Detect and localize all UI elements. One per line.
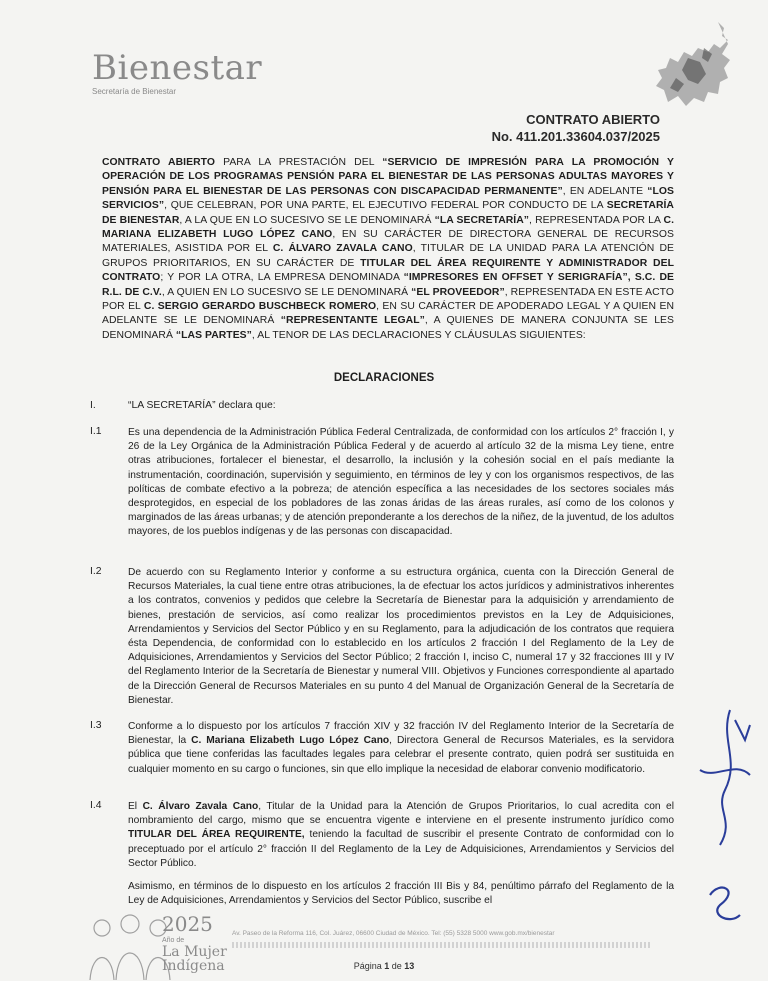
clause-text: Asimismo, en términos de lo dispuesto en los artículos 2 fracción III Bis y 84, penúltimo párrafo del Reglamento de la Ley de Adquisiciones, Arrendamientos y Servicios del Sector Público, suscribe el bbox=[128, 881, 674, 907]
footer-line: La Mujer bbox=[162, 944, 227, 960]
section-heading: “LA SECRETARÍA” declara que: bbox=[128, 400, 276, 411]
clause-fragment: TITULAR DEL ÁREA REQUIRENTE, bbox=[128, 829, 305, 841]
contract-header bbox=[492, 111, 660, 145]
page-number bbox=[0, 961, 768, 971]
clause-number: I.1 bbox=[90, 426, 102, 437]
intro-text: , A QUIEN EN LO SUCESIVO SE LE DENOMINARÁ bbox=[161, 286, 412, 298]
section-number: I. bbox=[90, 400, 96, 411]
intro-text: “EL PROVEEDOR” bbox=[411, 286, 505, 298]
intro-text: “LA SECRETARÍA” bbox=[434, 214, 530, 226]
handwritten-signature-icon bbox=[690, 700, 760, 850]
intro-text: ; Y POR LA OTRA, LA EMPRESA DENOMINADA bbox=[160, 272, 404, 284]
clause-fragment: C. Álvaro Zavala Cano bbox=[142, 801, 259, 812]
intro-paragraph bbox=[102, 156, 674, 343]
page-current: 1 bbox=[384, 961, 390, 971]
page-label: de bbox=[389, 961, 405, 971]
clause-fragment: teniendo la facultad de suscribir el presente Contrato de conformidad con lo preceptuado por el artículo 2° fracción II del Reglamento de la Ley de Adquisiciones, Arrendamientos y Servicios del Sector Público. bbox=[128, 829, 674, 869]
intro-text: TITULAR DEL ÁREA REQUIRENTE Y ADMINISTRADOR DEL CONTRATO bbox=[102, 257, 674, 284]
intro-text: C. SERGIO GERARDO BUSCHBECK ROMERO bbox=[143, 301, 377, 313]
clause-number: I.2 bbox=[90, 566, 102, 577]
intro-text: “LOS SERVICIOS” bbox=[102, 185, 674, 212]
intro-text: “LAS PARTES” bbox=[175, 329, 252, 341]
intro-text: C. MARIANA ELIZABETH LUGO LÓPEZ CANO bbox=[102, 214, 675, 241]
bienestar-logo bbox=[92, 50, 262, 96]
intro-text: , REPRESENTADA EN ESTE ACTO POR EL bbox=[102, 286, 675, 313]
logo-subtitle: Secretaría de Bienestar bbox=[92, 87, 177, 96]
footer-line: Indígena bbox=[162, 958, 225, 974]
clause-number: I.4 bbox=[90, 800, 102, 811]
clause-text: Es una dependencia de la Administración Pública Federal Centralizada, de conformidad con los artículos 2° fracción I, y 26 de la Ley Orgánica de la Administración Pública Federal y de acuerdo al artículo 32 de la misma Ley tiene, entre otras atribuciones, fortalecer el bienestar, el desarrollo, la inclusión y la cohesión social en el país mediante la instrumentación, coordinación, supervisión y seguimiento, en términos de ley y con los organismos respectivos, de las políticas de combate efectivo a la pobreza; de atención específica a las necesidades de los sectores sociales más desprotegidos, en especial de los pobladores de las zonas áridas de las áreas rurales, así como de los colonos y marginados de las áreas urbanas; y de atención preponderante a los derechos de la niñez, de la juventud, de los adultos mayores, de los pueblos indígenas y de las personas con discapacidad. bbox=[128, 427, 674, 538]
clause-fragment: El bbox=[128, 801, 143, 812]
clause-fragment: C. Mariana Elizabeth Lugo López Cano bbox=[191, 735, 390, 747]
footer-line: Año de bbox=[162, 937, 185, 944]
intro-text: CONTRATO ABIERTO bbox=[102, 157, 215, 168]
intro-text: , EN SU CARÁCTER DE APODERADO LEGAL Y A QUIEN EN ADELANTE SE LE DENOMINARÁ bbox=[102, 301, 674, 327]
intro-text: , A QUIENES DE MANERA CONJUNTA SE LES DENOMINARÁ bbox=[102, 315, 674, 341]
clause-text bbox=[128, 720, 674, 777]
contract-title: CONTRATO ABIERTO bbox=[526, 112, 660, 127]
contract-number: No. 411.201.33604.037/2025 bbox=[491, 129, 660, 144]
eagle-seal-icon bbox=[648, 18, 734, 110]
intro-text: PARA LA PRESTACIÓN DEL bbox=[214, 157, 383, 168]
clause-text bbox=[128, 800, 674, 871]
intro-text: , QUE CELEBRAN, POR UNA PARTE, EL EJECUTIVO FEDERAL POR CONDUCTO DE LA bbox=[164, 200, 607, 212]
clause-text: De acuerdo con su Reglamento Interior y conforme a su estructura orgánica, cuenta con la Dirección General de Recursos Materiales, la cual tiene entre otras atribuciones, la de efectuar los actos jurídicos y administrativos inherentes a los contratos, convenios y pedidos que celebre la Secretaría de Bienestar para la adquisición y arrendamiento de bienes, prestación de servicios, así como realizar los procedimientos previstos en la Ley de Adquisiciones, Arrendamientos y Servicios del Sector Público y en su Reglamento, para la adjudicación de los contratos que requiera ésta Dependencia, de conformidad con lo establecido en los artículos 2 fracción I del Reglamento de la Ley de Adquisiciones, Arrendamientos y Servicios del Sector Público; 2 fracción I, inciso C, numeral 17 y 32 fracciones III y IV del Reglamento Interior de la Secretaría de Bienestar y numeral VIII. Objetivos y Funciones correspondiente al apartado de la Dirección General de Recursos Materiales en su punto 4 del Manual de Organización General de la Secretaría de Bienestar. bbox=[128, 567, 674, 706]
page-label: Página bbox=[353, 961, 385, 971]
intro-text: , AL TENOR DE LAS DECLARACIONES Y CLÁUSULAS SIGUIENTES: bbox=[251, 329, 586, 341]
page-total: 13 bbox=[404, 961, 415, 971]
intro-text: , A LA QUE EN LO SUCESIVO SE LE DENOMINARÁ bbox=[179, 214, 435, 226]
intro-text: , EN ADELANTE bbox=[562, 185, 648, 197]
intro-text: “REPRESENTANTE LEGAL” bbox=[280, 315, 425, 327]
footer-year: 2025 bbox=[162, 912, 213, 936]
intro-text: SECRETARÍA DE BIENESTAR bbox=[102, 200, 674, 226]
declaraciones-heading: DECLARACIONES bbox=[333, 372, 435, 384]
clause-number: I.3 bbox=[90, 720, 102, 731]
intro-text: “SERVICIO DE IMPRESIÓN PARA LA PROMOCIÓN Y OPERACIÓN DE LOS PROGRAMAS PENSIÓN PARA EL BIENESTAR DE LAS PERSONAS ADULTAS MAYORES Y PENSIÓN PARA EL BIENESTAR DE LAS PERSONAS CON DISCAPACIDAD PERMANENTE” bbox=[102, 157, 674, 197]
intro-text: , EN SU CARÁCTER DE DIRECTORA GENERAL DE RECURSOS MATERIALES, ASISTIDA POR EL bbox=[102, 229, 674, 255]
intro-text: “IMPRESORES EN OFFSET Y SERIGRAFÍA”, S.C. DE R.L. DE C.V. bbox=[102, 272, 674, 298]
intro-text: , TITULAR DE LA UNIDAD PARA LA ATENCIÓN DE GRUPOS PRIORITARIOS, EN SU CARÁCTER DE bbox=[102, 243, 674, 269]
intro-text: , REPRESENTADA POR LA bbox=[529, 214, 664, 226]
clause-fragment: , Directora General de Recursos Materiales, es la servidora pública que tiene conferidas las facultades legales para celebrar el presente contrato, quien podrá ser sustituida en cualquier momento en su cargo o funciones, sin que ello implique la necesidad de elaborar convenio modificatorio. bbox=[128, 735, 674, 775]
clause-fragment: , Titular de la Unidad para la Atención de Grupos Prioritarios, lo cual acredita con el nombramiento del cargo, mismo que se encuentra vigente e interviene en el presente instrumento jurídico como bbox=[128, 801, 674, 827]
logo-title: Bienestar bbox=[92, 48, 263, 88]
footer-pattern bbox=[232, 942, 652, 948]
footer-address: Av. Paseo de la Reforma 116, Col. Juárez, 06600 Ciudad de México. Tel: (55) 5328 5000 www.gob.mx/bienestar bbox=[232, 930, 555, 937]
intro-text: C. ÁLVARO ZAVALA CANO bbox=[272, 243, 413, 255]
clause-fragment: Conforme a lo dispuesto por los artículos 7 fracción XIV y 32 fracción IV del Reglamento Interior de la Secretaría de Bienestar, la bbox=[128, 721, 674, 747]
